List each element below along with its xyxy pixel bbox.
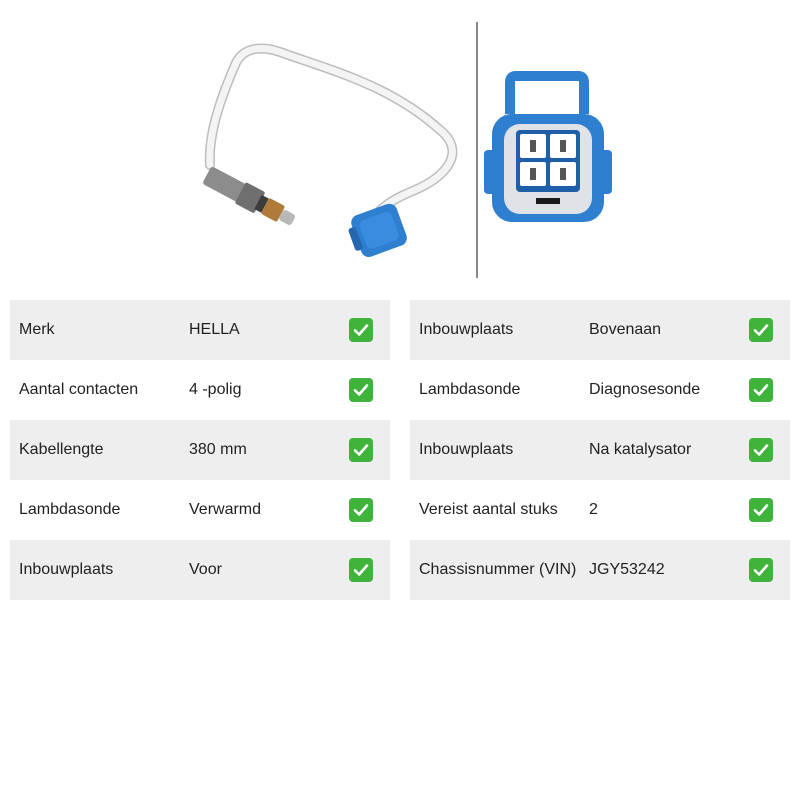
checkmark-icon (349, 378, 373, 402)
spec-label: Lambdasonde (19, 501, 121, 518)
spec-row (10, 480, 390, 540)
spec-label: Inbouwplaats (419, 441, 514, 458)
checkmark-icon (749, 438, 773, 462)
spec-value: Voor (189, 561, 222, 578)
spec-row (410, 360, 790, 420)
spec-label: Vereist aantal stuks (419, 501, 558, 518)
checkmark-icon (749, 498, 773, 522)
spec-value: JGY53242 (589, 561, 665, 578)
spec-value: 380 mm (189, 441, 247, 458)
checkmark-icon (749, 318, 773, 342)
spec-label: Merk (19, 321, 55, 338)
spec-row (10, 300, 390, 360)
spec-label: Aantal contacten (19, 381, 139, 398)
spec-label: Kabellengte (19, 441, 104, 458)
spec-row (10, 540, 390, 600)
spec-label: Lambdasonde (419, 381, 521, 398)
spec-value: 2 (589, 501, 598, 518)
spec-label: Inbouwplaats (19, 561, 114, 578)
spec-row (410, 480, 790, 540)
checkmark-icon (349, 318, 373, 342)
spec-table-right (410, 300, 790, 600)
spec-value: Diagnosesonde (589, 381, 701, 398)
spec-row (10, 360, 390, 420)
spec-value: HELLA (189, 321, 240, 338)
spec-row (410, 540, 790, 600)
checkmark-icon (349, 498, 373, 522)
spec-value: 4 -polig (189, 381, 242, 398)
spec-value: Na katalysator (589, 441, 692, 458)
spec-label: Inbouwplaats (419, 321, 514, 338)
spec-row (10, 420, 390, 480)
spec-table-left (10, 300, 390, 600)
spec-row (410, 420, 790, 480)
checkmark-icon (749, 558, 773, 582)
checkmark-icon (749, 378, 773, 402)
spec-value: Verwarmd (189, 501, 262, 518)
spec-row (410, 300, 790, 360)
checkmark-icon (349, 558, 373, 582)
spec-value: Bovenaan (589, 321, 662, 338)
connector-image (480, 70, 615, 230)
spec-label: Chassisnummer (VIN) (419, 561, 577, 578)
checkmark-icon (349, 438, 373, 462)
image-divider (476, 22, 478, 278)
lambda-sensor-image (190, 40, 480, 260)
